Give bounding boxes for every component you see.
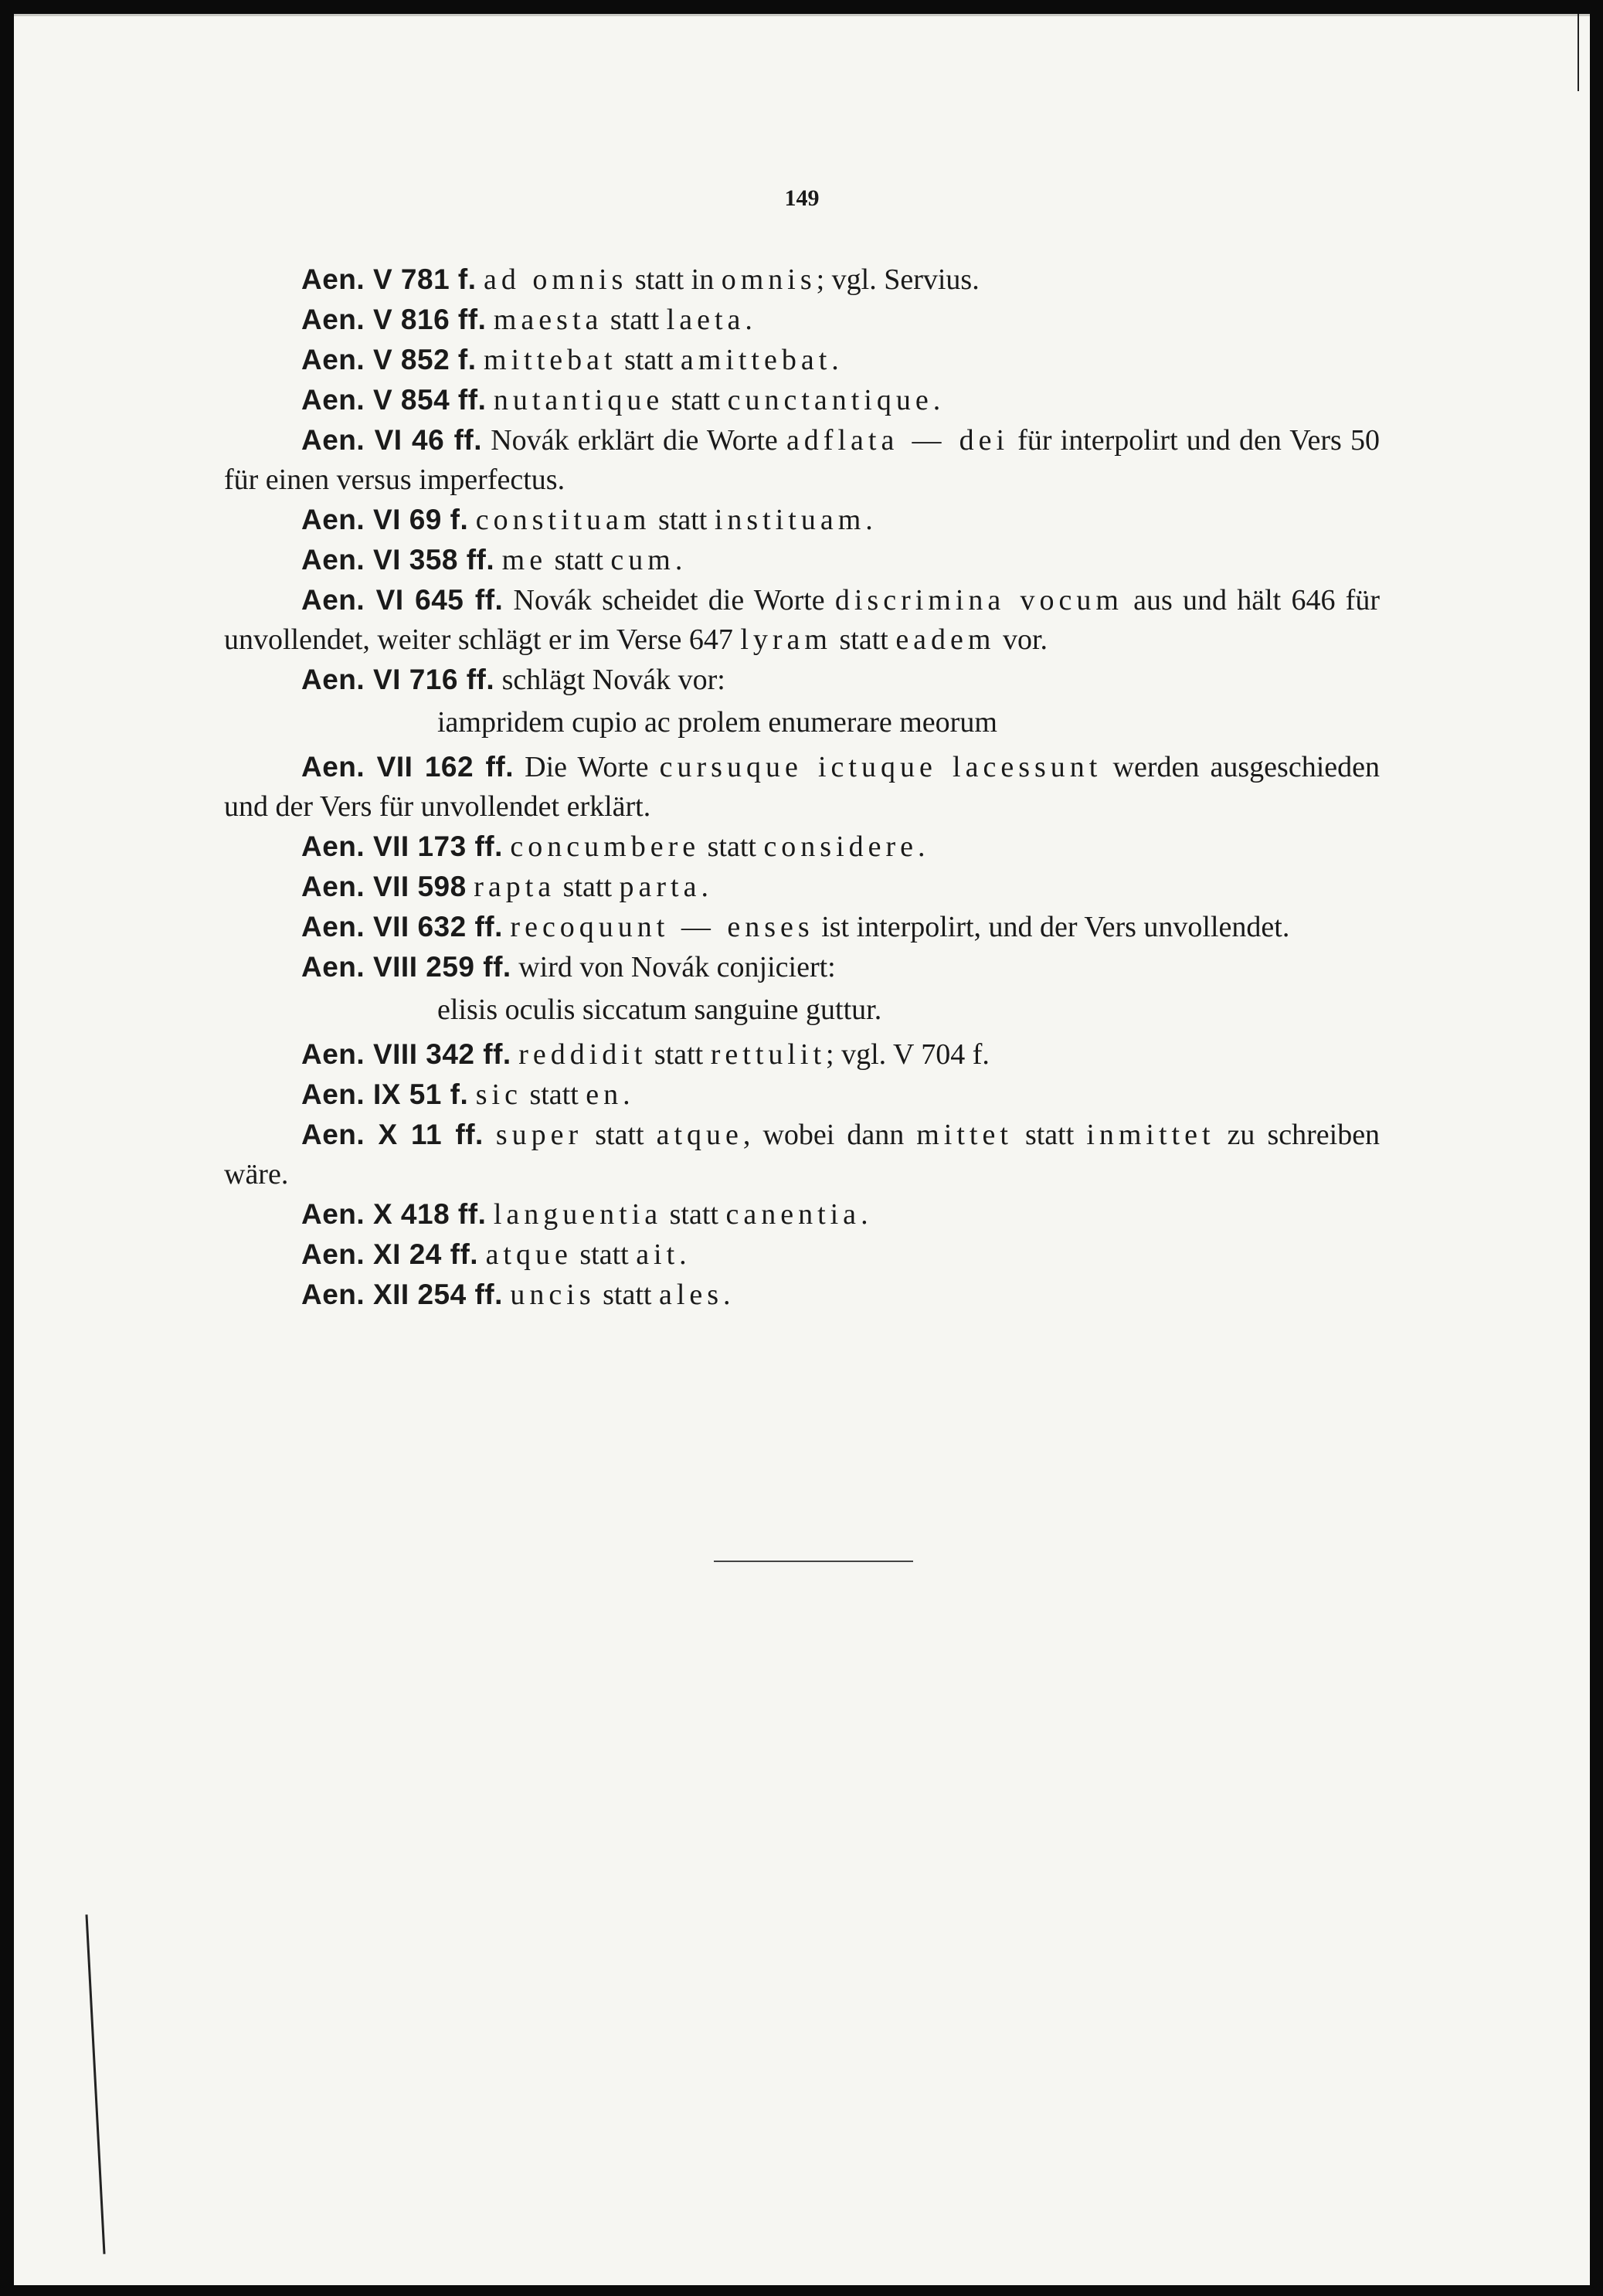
entry-text: statt <box>595 1279 659 1311</box>
entry-text <box>503 911 511 943</box>
entry-spaced-word: mittebat <box>484 344 617 376</box>
entry <box>224 1034 1380 1075</box>
entry-text: statt <box>572 1238 637 1271</box>
entry-spaced-word: parta <box>619 871 701 903</box>
entry-text <box>503 1279 511 1311</box>
entry-spaced-word: atque <box>656 1119 743 1151</box>
entry-text <box>484 1119 496 1151</box>
entry <box>224 500 1380 540</box>
entry <box>224 300 1380 340</box>
entry-text <box>486 304 494 336</box>
entry-spaced-word: cunctantique <box>727 384 933 416</box>
entry-spaced-word: maesta <box>493 304 603 336</box>
entry-text: ; vgl. Servius. <box>816 263 980 296</box>
entry-reference: Aen. IX 51 f. <box>301 1078 469 1110</box>
entry-reference: Aen. VI 645 ff. <box>301 584 504 616</box>
entry-text: . <box>623 1078 630 1111</box>
entry-spaced-word: instituam <box>714 504 866 536</box>
entry-text <box>486 1198 494 1231</box>
entry-reference: Aen. XII 254 ff. <box>301 1279 503 1310</box>
entry-spaced-word: rettulit <box>710 1038 827 1071</box>
entry-spaced-word: canentia <box>725 1198 861 1231</box>
entry-spaced-word: atque <box>485 1238 572 1271</box>
entry-spaced-word: languentia <box>493 1198 663 1231</box>
entry-text: statt <box>662 1198 726 1231</box>
entry-text: ; vgl. V 704 f. <box>826 1038 990 1071</box>
entry-text: statt <box>555 871 620 903</box>
document-page <box>14 14 1590 2285</box>
entry-text: . <box>723 1279 731 1311</box>
entry-text: statt <box>831 623 896 656</box>
entry <box>224 660 1380 700</box>
entry-spaced-word: lyram <box>740 623 832 656</box>
entry-spaced-word: en <box>586 1078 623 1111</box>
entry-text: werden ausgeschieden und der Vers für unvollendet erklärt. <box>224 751 1380 823</box>
entry-spaced-word: ales <box>658 1279 724 1311</box>
entry-reference: Aen. VIII 342 ff. <box>301 1038 511 1070</box>
entry-text <box>511 1038 519 1071</box>
entry <box>224 907 1380 947</box>
entry-reference: Aen. X 418 ff. <box>301 1198 487 1230</box>
entry-text <box>468 1078 476 1111</box>
entry-text <box>494 544 502 576</box>
entry-text: schlägt Novák vor: <box>494 664 725 696</box>
entry-spaced-word: mittet <box>916 1119 1013 1151</box>
entry-reference: Aen. VI 46 ff. <box>301 424 483 456</box>
entry-spaced-word: me <box>501 544 548 576</box>
entry-reference: Aen. XI 24 ff. <box>301 1238 479 1270</box>
entry-text <box>468 504 476 536</box>
entry-text: Die Worte <box>513 751 660 783</box>
entry-spaced-word: cum <box>610 544 675 576</box>
entry <box>224 1235 1380 1275</box>
entry-spaced-word: recoquunt — enses <box>510 911 814 943</box>
entry-text: . <box>932 384 941 416</box>
entry <box>224 1115 1380 1194</box>
scan-edge-top <box>14 14 1590 16</box>
entry-spaced-word: amittebat <box>680 344 832 376</box>
entry <box>224 580 1380 660</box>
entry-text: . <box>918 830 925 863</box>
entry-text: . <box>701 871 708 903</box>
entry-spaced-word: sic <box>475 1078 522 1111</box>
page-number: 149 <box>784 185 820 211</box>
entry-spaced-word: ad omnis <box>484 263 628 296</box>
entry <box>224 1194 1380 1235</box>
entry-text: . <box>745 304 752 336</box>
entry-text: statt <box>582 1119 657 1151</box>
entry-spaced-word: discrimina vocum <box>834 584 1123 616</box>
entry-spaced-word: laeta <box>666 304 745 336</box>
entries-list <box>224 260 1380 1315</box>
entry-spaced-word: constituam <box>475 504 651 536</box>
entry-text: statt <box>700 830 764 863</box>
entry-spaced-word: inmittet <box>1086 1119 1215 1151</box>
entry-text: statt <box>603 304 667 336</box>
entry-text: ist interpolirt, und der Vers unvollendet. <box>813 911 1290 943</box>
entry-spaced-word: super <box>495 1119 583 1151</box>
entry <box>224 260 1380 300</box>
entry-text: statt <box>650 504 715 536</box>
entry-spaced-word: reddidit <box>518 1038 647 1071</box>
entry-text: für interpolirt und den Vers 50 für einen versus imperfectus. <box>224 424 1380 496</box>
entry-text <box>486 384 494 416</box>
entry-reference: Aen. VII 598 <box>301 871 467 902</box>
entry-text: . <box>865 504 873 536</box>
entry-text: statt <box>647 1038 711 1071</box>
entry-text: Novák erklärt die Worte <box>482 424 786 457</box>
entry-reference: Aen. V 781 f. <box>301 263 477 295</box>
entry-reference: Aen. V 854 ff. <box>301 384 487 416</box>
entry <box>224 540 1380 580</box>
entry <box>224 1075 1380 1115</box>
entry-reference: Aen. X 11 ff. <box>301 1119 484 1150</box>
entry <box>224 420 1380 500</box>
entry-reference: Aen. VI 716 ff. <box>301 664 495 695</box>
entry-spaced-word: considere <box>763 830 919 863</box>
entry-text: vor. <box>995 623 1048 656</box>
entry-text: statt <box>616 344 681 376</box>
entry-text <box>477 344 484 376</box>
entry-text: statt <box>1012 1119 1087 1151</box>
entry-reference: Aen. VII 162 ff. <box>301 751 514 783</box>
entry <box>224 747 1380 827</box>
entry-reference: Aen. V 852 f. <box>301 344 477 375</box>
entry-quote: elisis oculis siccatum sanguine guttur. <box>437 993 882 1026</box>
entry <box>224 1275 1380 1315</box>
entry <box>224 827 1380 867</box>
entry-text: Novák scheidet die Worte <box>503 584 835 616</box>
entry-spaced-word: eadem <box>895 623 996 656</box>
entry-text: . <box>674 544 683 576</box>
entry-text: , wobei dann <box>742 1119 917 1151</box>
scan-edge-mark-left <box>85 1914 105 2254</box>
entry-spaced-word: cursuque ictuque lacessunt <box>659 751 1102 783</box>
entry-text: statt <box>521 1078 586 1111</box>
entry <box>224 380 1380 420</box>
entry-spaced-word: ait <box>636 1238 680 1271</box>
entry-text <box>477 263 484 296</box>
entry-text: aus und hält 646 für unvollendet, weiter schlägt er im Verse 647 <box>224 584 1380 656</box>
entry-spaced-word: uncis <box>510 1279 596 1311</box>
entry-reference: Aen. VIII 259 ff. <box>301 951 511 983</box>
entry-text: statt in <box>627 263 722 296</box>
entry-text: wird von Novák conjiciert: <box>511 951 836 983</box>
entry-quote: iampridem cupio ac prolem enumerare meorum <box>437 706 997 739</box>
entry-text <box>478 1238 486 1271</box>
entry-text <box>503 830 511 863</box>
entry <box>224 947 1380 987</box>
entry-text <box>467 871 474 903</box>
entry-spaced-word: adflata — dei <box>786 424 1010 457</box>
entry-text: . <box>861 1198 868 1231</box>
entry-spaced-word: omnis <box>721 263 817 296</box>
entry-reference: Aen. VI 358 ff. <box>301 544 495 576</box>
entry-reference: Aen. V 816 ff. <box>301 304 487 335</box>
entry-reference: Aen. VII 632 ff. <box>301 911 503 943</box>
entry-spaced-word: concumbere <box>510 830 701 863</box>
closing-rule <box>714 1561 913 1562</box>
entry-spaced-word: rapta <box>474 871 556 903</box>
scan-edge-mark-right <box>1578 14 1579 91</box>
entry-text: zu schreiben wäre. <box>224 1119 1381 1190</box>
entry-text: statt <box>664 384 728 416</box>
entry <box>224 340 1380 380</box>
entry-spaced-word: nutantique <box>493 384 664 416</box>
entry-text: . <box>831 344 839 376</box>
entry-reference: Aen. VII 173 ff. <box>301 830 503 862</box>
entry <box>224 867 1380 907</box>
entry-text: statt <box>547 544 611 576</box>
entry-reference: Aen. VI 69 f. <box>301 504 469 535</box>
entry-text: . <box>679 1238 687 1271</box>
